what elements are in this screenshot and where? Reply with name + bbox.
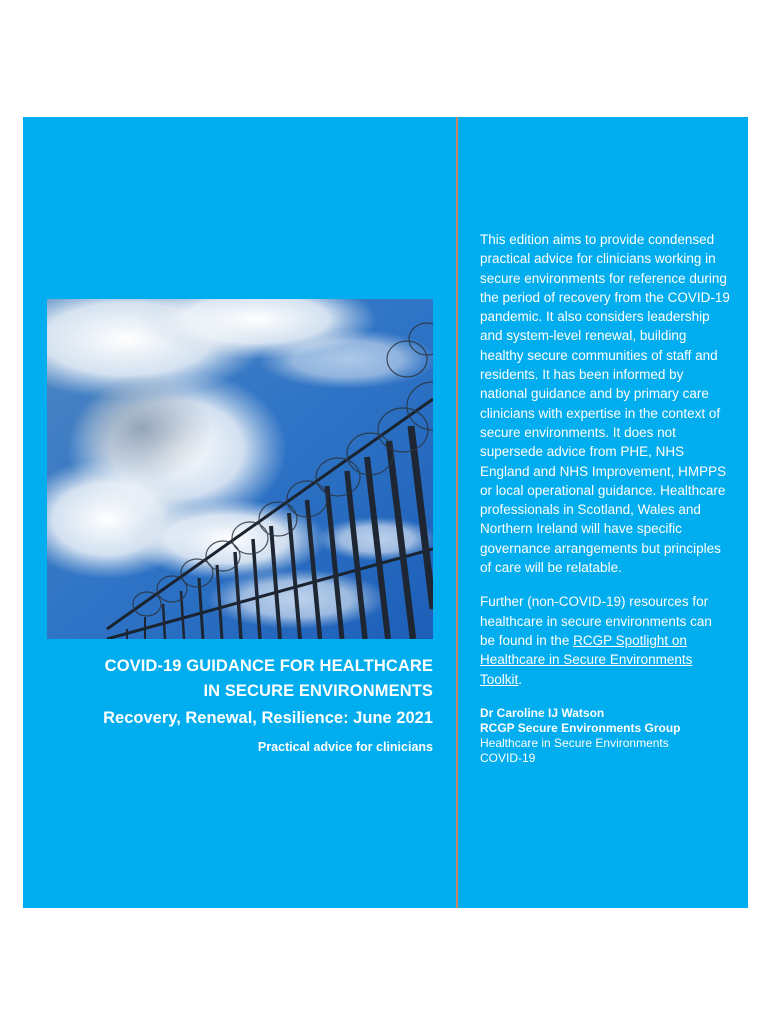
leaflet-panel	[23, 117, 748, 908]
intro-paragraph: This edition aims to provide condensed practical advice for clinicians working in secure environments for reference during the period of recovery from the COVID-19 pandemic. It also considers leadership and system-level renewal, building healthy secure communities of staff and residents. It has been informed by national guidance and by primary care clinicians with expertise in the context of secure environments. It does not supersede advice from PHE, NHS England and NHS Improvement, HMPPS or local operational guidance. Healthcare professionals in Scotland, Wales and Northern Ireland will have specific governance arrangements but principles of care will be relatable.	[480, 232, 730, 576]
fence-sky-photo	[47, 299, 433, 639]
column-divider	[456, 117, 458, 908]
subtitle: Recovery, Renewal, Resilience: June 2021	[103, 709, 433, 727]
resources-paragraph	[480, 592, 730, 688]
author-name: Dr Caroline IJ Watson	[480, 705, 605, 720]
title-block	[47, 654, 433, 756]
rcgp-toolkit-link[interactable]: RCGP Spotlight on Healthcare in Secure Environments Toolkit	[480, 632, 693, 687]
signature-line-4: COVID-19	[480, 750, 536, 765]
title-line-1: COVID-19 GUIDANCE FOR HEALTHCARE	[104, 657, 433, 675]
resources-suffix: .	[518, 671, 523, 687]
right-column	[480, 230, 730, 766]
author-group: RCGP Secure Environments Group	[480, 720, 681, 735]
signature-block	[480, 706, 730, 766]
tagline: Practical advice for clinicians	[257, 740, 433, 754]
signature-line-3: Healthcare in Secure Environments	[480, 735, 669, 750]
resources-text: Further (non-COVID-19) resources for healthcare in secure environments can be found in the	[480, 594, 712, 648]
title-line-2: IN SECURE ENVIRONMENTS	[203, 682, 433, 700]
